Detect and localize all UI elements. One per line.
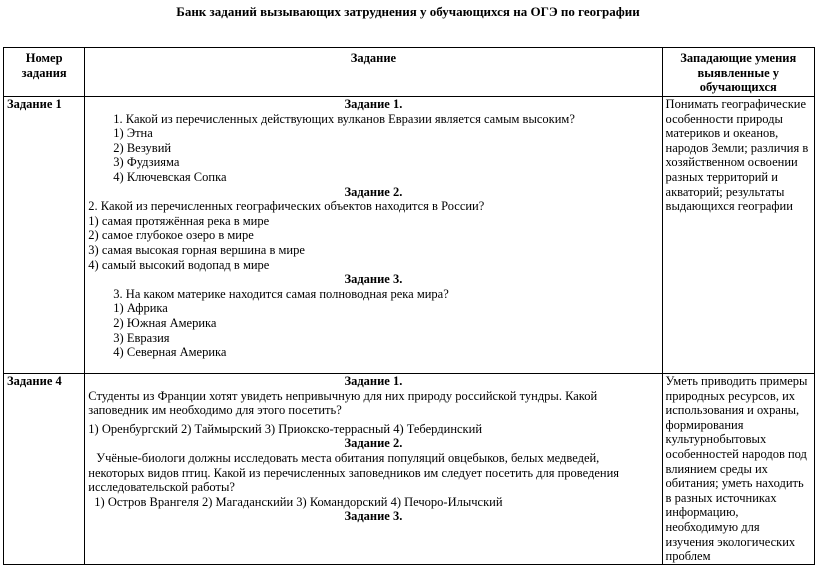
task-option: 3) самая высокая горная вершина в мире: [88, 242, 305, 257]
task-label: Задание 1.: [344, 97, 403, 111]
task-question: 2. Какой из перечисленных географических объектов находится в России?: [88, 199, 485, 214]
task-question: 3. На каком материке находится самая полноводная река мира?: [113, 286, 449, 301]
table-header-row: [4, 48, 815, 97]
task-option: 4) Северная Америка: [113, 345, 227, 360]
document-title: Банк заданий вызывающих затруднения у обучающихся на ОГЭ по географии: [176, 4, 640, 19]
task-option: 1) Этна: [113, 126, 153, 141]
task-label: Задание 2.: [344, 436, 403, 451]
table-row: [4, 97, 815, 374]
task-option: 2) Южная Америка: [113, 315, 217, 330]
task-question: Учёные-биологи должны исследовать места обитания популяций овцебыков, белых медведей, некоторых видов птиц. Какой из перечисленных заповедников им следует посетить для проведения исследовательской работы?: [88, 450, 620, 495]
task-label: Задание 1.: [344, 374, 403, 388]
task-label: Задание 3.: [344, 509, 403, 524]
header-task: Задание: [85, 48, 662, 97]
task-answers: 1) Оренбургский 2) Таймырский 3) Приокско-террасный 4) Тебердинский: [88, 421, 483, 436]
skills-cell: Уметь приводить примеры природных ресурсов, их использования и охраны, формирования культурнобытовых особенностей народов под влиянием среды их обитания; уметь находить в разных источниках информацию, необходимую для изучения экологических проблем: [662, 374, 814, 565]
row-number: Задание 1: [4, 97, 85, 374]
task-question: Студенты из Франции хотят увидеть непривычную для них природу российской тундры. Какой заповедник им необходимо для этого посетить?: [88, 388, 598, 418]
task-option: 3) Евразия: [113, 330, 170, 345]
table-row: [4, 374, 815, 565]
task-option: 4) Ключевская Сопка: [113, 169, 227, 184]
task-option: 3) Фудзияма: [113, 155, 180, 170]
skills-cell: Понимать географические особенности природы материков и океанов, народов Земли; различия в хозяйственном освоении разных территорий и акваторий; результаты выдающихся географии: [662, 97, 814, 374]
task-option: 4) самый высокий водопад в мире: [88, 257, 270, 272]
task-option: 2) самое глубокое озеро в мире: [88, 228, 254, 243]
row-number: Задание 4: [4, 374, 85, 565]
task-option: 1) самая протяжённая река в мире: [88, 213, 270, 228]
task-label: Задание 3.: [344, 272, 403, 287]
task-answers: 1) Остров Врангеля 2) Магаданскийи 3) Командорский 4) Печоро-Илычский: [94, 494, 503, 509]
header-number: Номер задания: [4, 48, 85, 97]
task-cell: [85, 374, 662, 565]
task-question: 1. Какой из перечисленных действующих вулканов Евразии является самым высоким?: [113, 111, 575, 126]
task-cell: [85, 97, 662, 374]
task-option: 2) Везувий: [113, 140, 172, 155]
tasks-table: [3, 47, 815, 565]
task-label: Задание 2.: [344, 184, 403, 199]
header-skills: Западающие умения выявленные у обучающихся: [662, 48, 814, 97]
task-option: 1) Африка: [113, 301, 168, 316]
